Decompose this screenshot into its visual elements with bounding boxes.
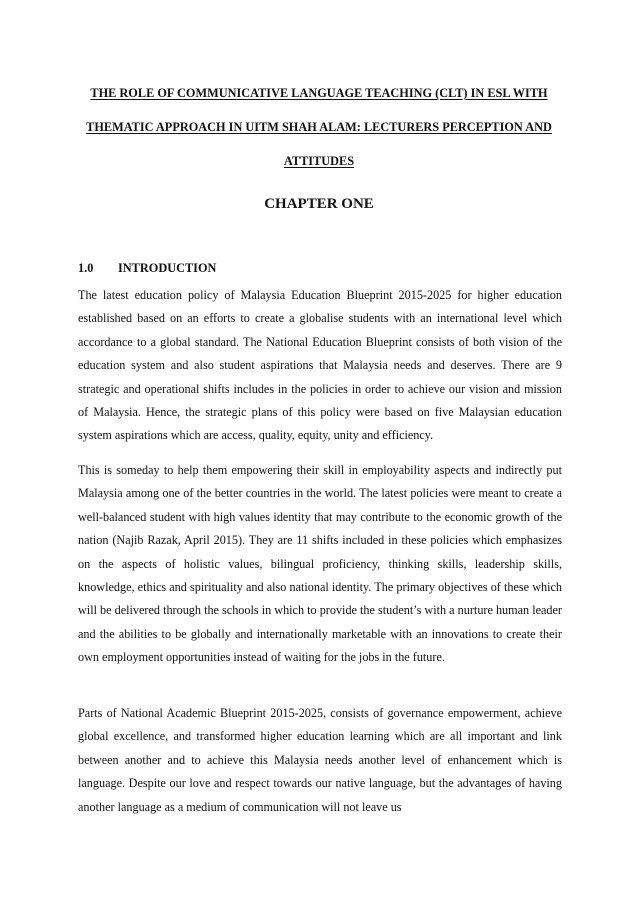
paragraph-1: The latest education policy of Malaysia Education Blueprint 2015-2025 for higher education established based on an efforts to create a globalise students with an international level which accordance to a global standard. The National Education Blueprint consists of both vision of the education system and also student aspirations that Malaysia needs and deserves. There are 9 strategic and operational shifts includes in the policies in order to achieve our vision and mission of Malaysia. Hence, the strategic plans of this policy were based on five Malaysian education system aspirations which are access, quality, equity, unity and efficiency. <box>78 288 562 443</box>
chapter-heading: CHAPTER ONE <box>264 196 374 212</box>
paragraph-2: This is someday to help them empowering their skill in employability aspects and indirectly put Malaysia among one of the better countries in the world. The latest policies were meant to create a well-balanced student with high values identity that may contribute to the economic growth of the nation (Najib Razak, April 2015). They are 11 shifts included in these policies which emphasizes on the aspects of holistic values, bilingual proficiency, thinking skills, leadership skills, knowledge, ethics and spirituality and also national identity. The primary objectives of these which will be delivered through the schools in which to provide the student’s with a nurture human leader and the abilities to be globally and internationally marketable with an innovations to create their own employment opportunities instead of waiting for the jobs in the future. <box>78 463 562 665</box>
section-number: 1.0 <box>78 261 94 275</box>
document-title: THE ROLE OF COMMUNICATIVE LANGUAGE TEACHING (CLT) IN ESL WITH THEMATIC APPROACH IN UITM SHAH ALAM: LECTURERS PERCEPTION AND ATTITUDES <box>86 86 552 168</box>
section-title: INTRODUCTION <box>118 261 217 275</box>
paragraph-3: Parts of National Academic Blueprint 2015-2025, consists of governance empowerment, achieve global excellence, and transformed higher education learning which are all important and link between another and to achieve this Malaysia needs another level of enhancement which is language. Despite our love and respect towards our native language, but the advantages of having another language as a medium of communication will not leave us <box>78 706 562 814</box>
section-heading <box>78 258 216 278</box>
